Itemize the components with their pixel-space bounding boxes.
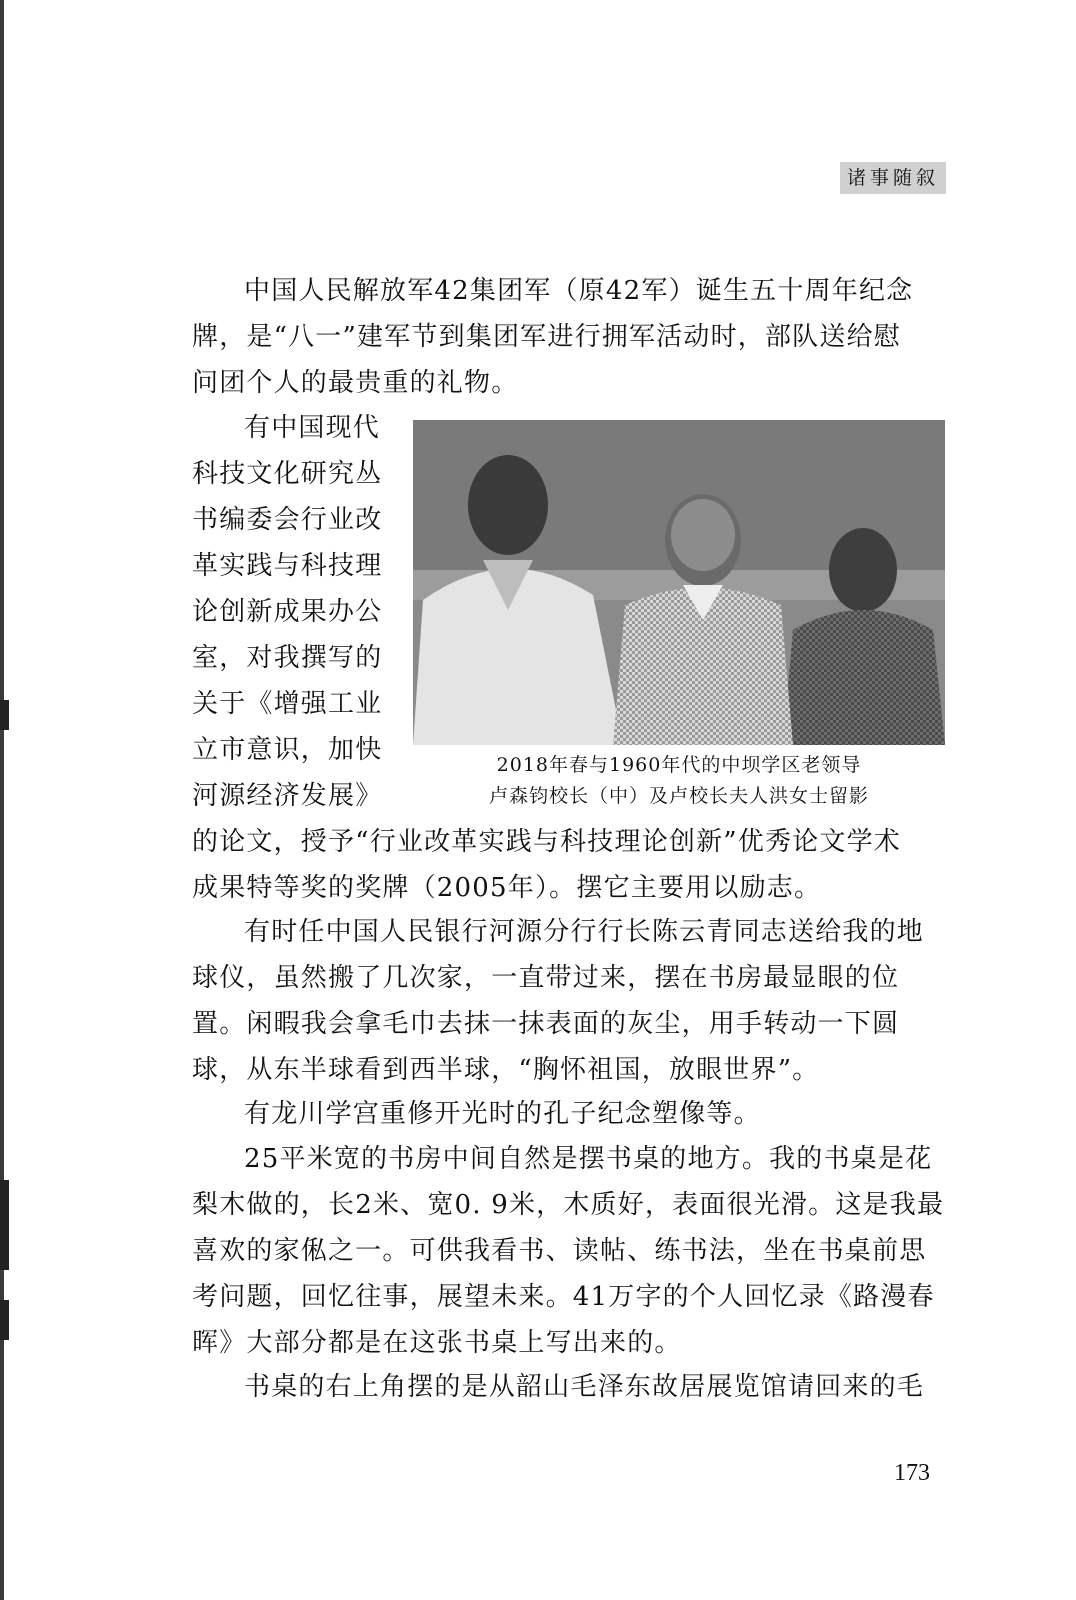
paragraph-1 <box>192 268 946 406</box>
text-line: 25平米宽的书房中间自然是摆书桌的地方。我的书桌是花 <box>244 1144 933 1174</box>
text-line: 革实践与科技理 <box>192 551 383 581</box>
paragraph-6 <box>192 1364 946 1410</box>
text-line: 室，对我撰写的 <box>192 643 383 673</box>
text-line: 论创新成果办公 <box>192 597 383 627</box>
text-line: 球，从东半球看到西半球，“胸怀祖国，放眼世界”。 <box>192 1055 820 1085</box>
text-line: 有龙川学宫重修开光时的孔子纪念塑像等。 <box>244 1099 761 1129</box>
text-line: 成果特等奖的奖牌（2005年）。摆它主要用以励志。 <box>192 873 822 903</box>
caption-line: 2018年春与1960年代的中坝学区老领导 <box>496 754 862 776</box>
text-line: 问团个人的最贵重的礼物。 <box>192 368 519 398</box>
caption-line: 卢森钧校长（中）及卢校长夫人洪女士留影 <box>488 785 869 807</box>
paragraph-2-wrap <box>192 405 402 819</box>
text-line: 有中国现代 <box>244 413 381 443</box>
photo-caption <box>413 750 945 812</box>
text-line: 考问题，回忆往事，展望未来。41万字的个人回忆录《路漫春 <box>192 1282 935 1312</box>
photo-illustration <box>413 420 945 745</box>
text-line: 喜欢的家俬之一。可供我看书、读帖、练书法，坐在书桌前思 <box>192 1236 927 1266</box>
text-line: 置。闲暇我会拿毛巾去抹一抹表面的灰尘，用手转动一下圆 <box>192 1009 900 1039</box>
text-line: 有时任中国人民银行河源分行行长陈云青同志送给我的地 <box>244 917 925 947</box>
text-line: 牌，是“八一”建军节到集团军进行拥军活动时，部队送给慰 <box>192 322 901 352</box>
paragraph-2-continued <box>192 819 946 911</box>
text-line: 书桌的右上角摆的是从韶山毛泽东故居展览馆请回来的毛 <box>244 1372 925 1402</box>
paragraph-4 <box>192 1091 946 1137</box>
scan-mark <box>0 1180 9 1270</box>
scan-mark <box>0 700 9 730</box>
paragraph-5 <box>192 1136 946 1366</box>
section-header: 诸事随叙 <box>840 162 946 194</box>
text-line: 关于《增强工业 <box>192 689 383 719</box>
group-photo <box>413 420 945 745</box>
page-number: 173 <box>894 1460 930 1486</box>
paragraph-3 <box>192 909 946 1093</box>
text-line: 科技文化研究丛 <box>192 459 383 489</box>
text-line: 中国人民解放军42集团军（原42军）诞生五十周年纪念 <box>244 276 914 306</box>
text-line: 球仪，虽然搬了几次家，一直带过来，摆在书房最显眼的位 <box>192 963 900 993</box>
scan-mark <box>0 1300 9 1340</box>
text-line: 晖》大部分都是在这张书桌上写出来的。 <box>192 1328 682 1358</box>
text-line: 的论文，授予“行业改革实践与科技理论创新”优秀论文学术 <box>192 827 901 857</box>
text-line: 河源经济发展》 <box>192 781 383 811</box>
text-line: 立市意识，加快 <box>192 735 383 765</box>
text-line: 书编委会行业改 <box>192 505 383 535</box>
scan-edge <box>0 0 16 1600</box>
text-line: 梨木做的，长2米、宽0. 9米，木质好，表面很光滑。这是我最 <box>192 1190 945 1220</box>
